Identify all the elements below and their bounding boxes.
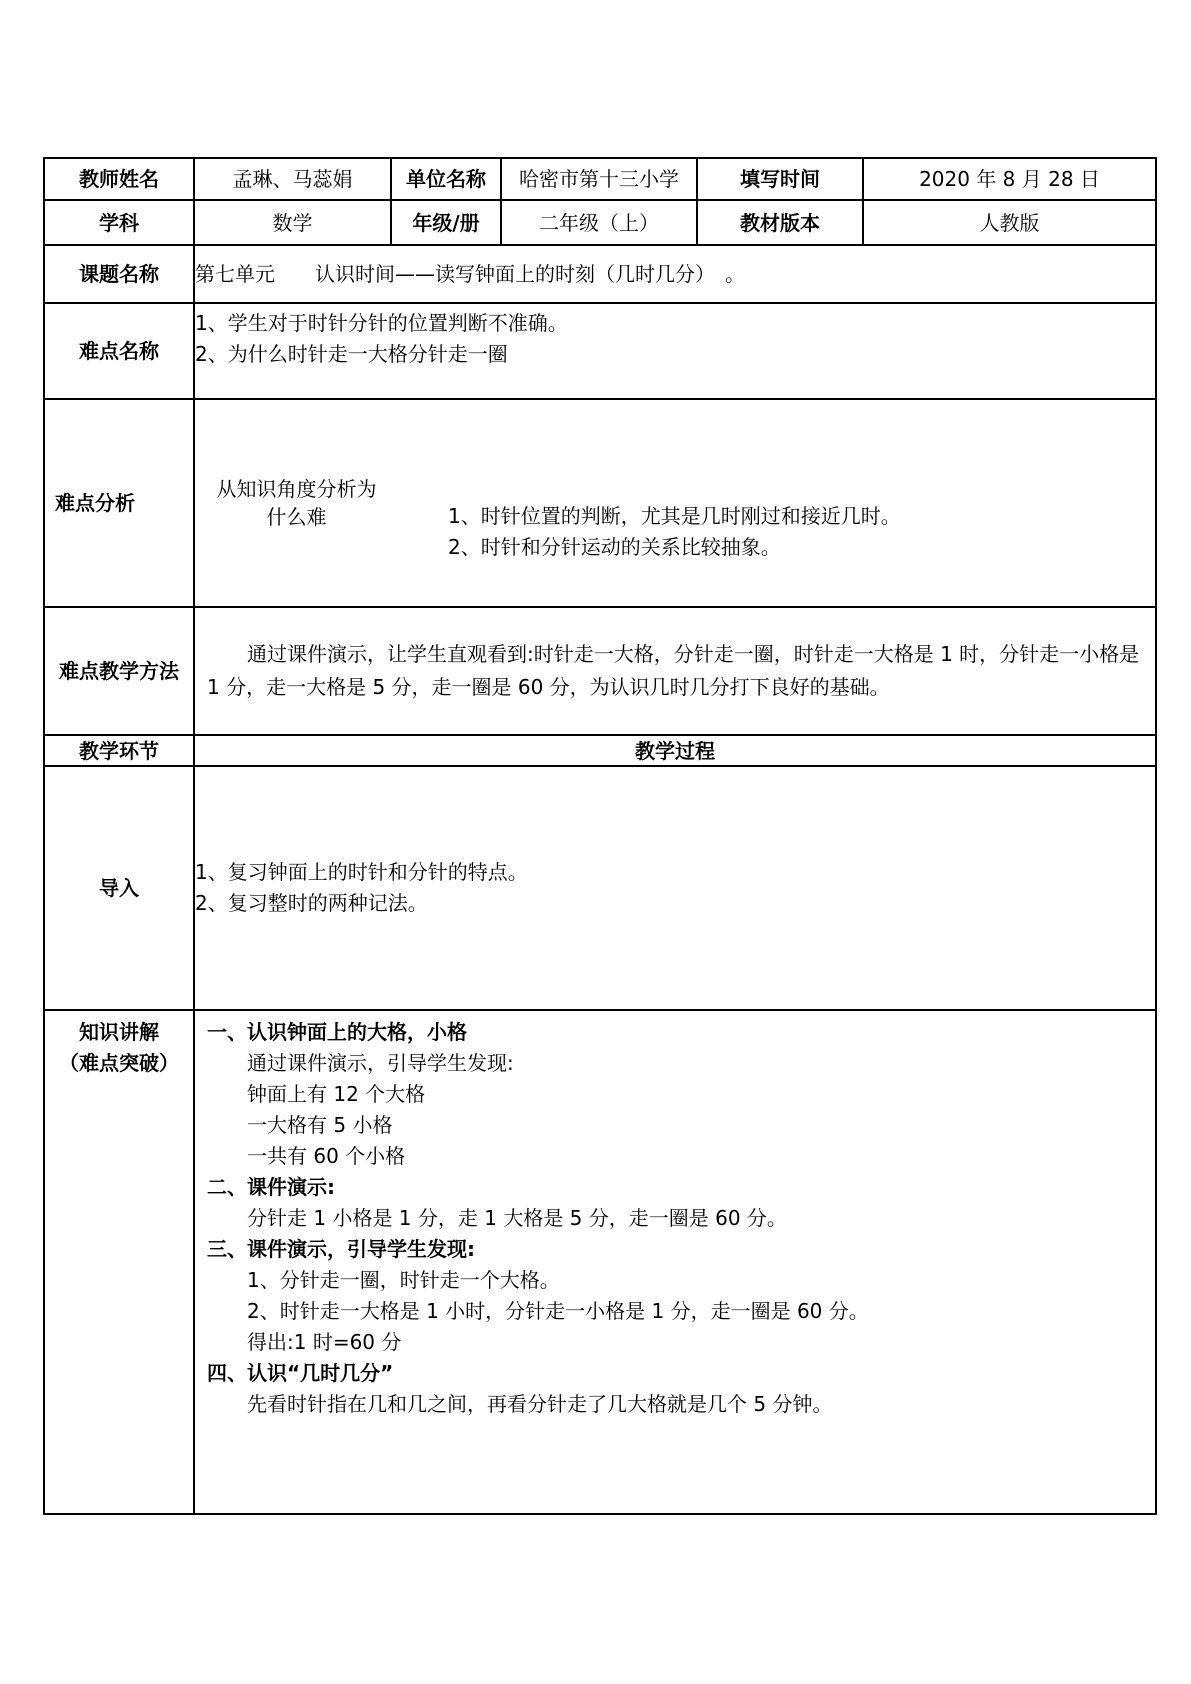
intro-item: 2、复习整时的两种记法。	[195, 891, 428, 915]
analysis-body	[194, 399, 1156, 607]
knowledge-row	[44, 1010, 1156, 1514]
section-1-title: 一、认识钟面上的大格，小格	[207, 1020, 467, 1044]
lesson-plan-table	[43, 157, 1157, 1515]
topic-row	[44, 245, 1156, 303]
difficulty-label: 难点名称	[44, 303, 194, 399]
section-3-line: 得出:1 时=60 分	[247, 1330, 402, 1354]
analysis-row	[44, 399, 1156, 607]
knowledge-label	[44, 1010, 194, 1514]
difficulty-item: 1、学生对于时针分针的位置判断不准确。	[195, 311, 568, 335]
analysis-sub-label-line2: 什么难	[266, 505, 327, 529]
analysis-sub-label-line1: 从知识角度分析为	[216, 477, 377, 501]
intro-list	[194, 766, 1156, 1010]
analysis-item: 1、时针位置的判断，尤其是几时刚过和接近几时。	[448, 504, 901, 528]
topic-value: 第七单元 认识时间——读写钟面上的时刻（几时几分） 。	[194, 245, 1156, 303]
analysis-sub-label	[195, 443, 398, 563]
method-text: 通过课件演示，让学生直观看到:时针走一大格，分针走一圈，时针走一大格是 1 时，分针走一小格是 1 分，走一大格是 5 分，走一圈是 60 分，为认识几时几分打下良好的基础。	[207, 642, 1140, 699]
date-label: 填写时间	[697, 158, 863, 200]
method-row	[44, 607, 1156, 735]
section-1-line: 钟面上有 12 个大格	[247, 1082, 426, 1106]
subject-label: 学科	[44, 200, 194, 245]
process-header-row	[44, 735, 1156, 766]
intro-label: 导入	[44, 766, 194, 1010]
section-4-line: 先看时针指在几和几之间，再看分针走了几大格就是几个 5 分钟。	[247, 1392, 833, 1416]
section-3-line: 1、分针走一圈，时针走一个大格。	[247, 1268, 560, 1292]
section-4-title: 四、认识“几时几分”	[207, 1361, 394, 1385]
lesson-plan-sheet	[43, 157, 1155, 1515]
section-1-line: 一大格有 5 小格	[247, 1113, 393, 1137]
unit-label: 单位名称	[391, 158, 501, 200]
section-3-line: 2、时针走一大格是 1 小时，分针走一小格是 1 分，走一圈是 60 分。	[247, 1299, 869, 1323]
topic-label: 课题名称	[44, 245, 194, 303]
edition-value: 人教版	[863, 200, 1156, 245]
section-2-line: 分针走 1 小格是 1 分，走 1 大格是 5 分，走一圈是 60 分。	[247, 1206, 787, 1230]
teacher-label: 教师姓名	[44, 158, 194, 200]
section-2-title: 二、课件演示:	[207, 1175, 335, 1199]
method-label: 难点教学方法	[44, 607, 194, 735]
method-text-cell	[194, 607, 1156, 735]
header-row-1	[44, 158, 1156, 200]
knowledge-label-line1: 知识讲解	[79, 1020, 159, 1044]
section-1-line: 一共有 60 个小格	[247, 1144, 406, 1168]
analysis-item: 2、时针和分针运动的关系比较抽象。	[448, 535, 781, 559]
header-row-2	[44, 200, 1156, 245]
grade-label: 年级/册	[391, 200, 501, 245]
section-1-line: 通过课件演示，引导学生发现:	[247, 1051, 514, 1075]
section-3-title: 三、课件演示，引导学生发现:	[207, 1237, 475, 1261]
analysis-list	[398, 443, 1155, 563]
knowledge-label-line2: （难点突破）	[59, 1051, 179, 1075]
difficulty-item: 2、为什么时针走一大格分针走一圈	[195, 342, 508, 366]
unit-value: 哈密市第十三小学	[501, 158, 697, 200]
difficulty-list	[194, 303, 1156, 399]
process-left-header: 教学环节	[44, 735, 194, 766]
edition-label: 教材版本	[697, 200, 863, 245]
analysis-label-text: 难点分析	[55, 491, 135, 515]
process-right-header: 教学过程	[194, 735, 1156, 766]
analysis-label	[44, 399, 194, 607]
analysis-inner-table	[195, 443, 1155, 563]
knowledge-content	[194, 1010, 1156, 1514]
teacher-value: 孟琳、马蕊娟	[194, 158, 391, 200]
grade-value: 二年级（上）	[501, 200, 697, 245]
date-value: 2020 年 8 月 28 日	[863, 158, 1156, 200]
intro-item: 1、复习钟面上的时针和分针的特点。	[195, 860, 528, 884]
subject-value: 数学	[194, 200, 391, 245]
intro-row	[44, 766, 1156, 1010]
difficulty-row	[44, 303, 1156, 399]
